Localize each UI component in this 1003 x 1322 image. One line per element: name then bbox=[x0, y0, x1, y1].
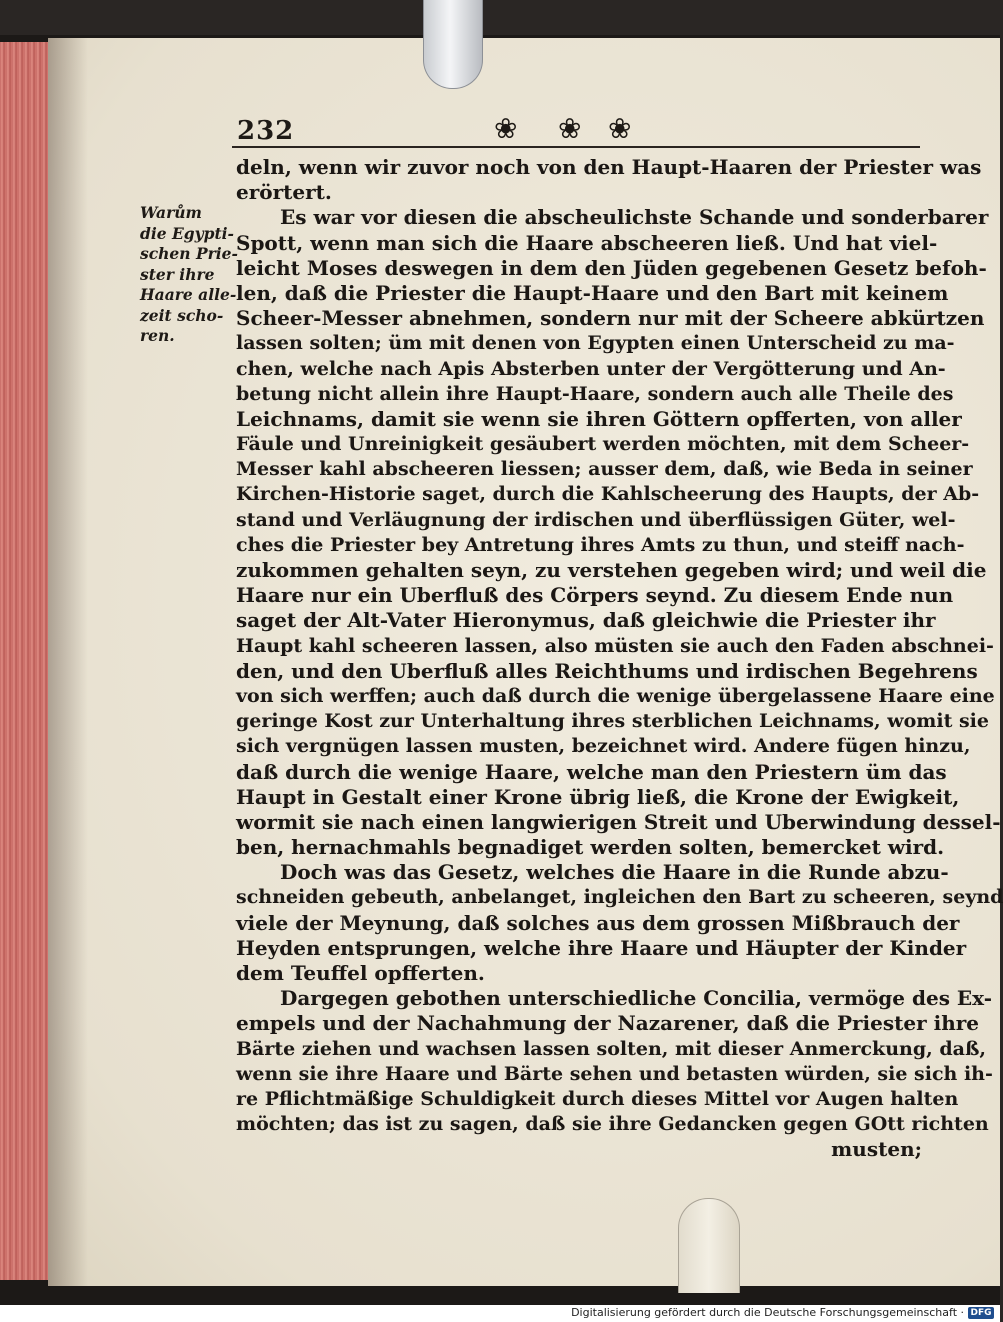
text-line: empels und der Nachahmung der Nazarener, daß die Priester ihre bbox=[236, 1011, 979, 1036]
page-block-edge bbox=[0, 42, 53, 1280]
marginal-line: die Egypti- bbox=[140, 223, 234, 243]
footer-bar bbox=[0, 1305, 1000, 1322]
marginal-note bbox=[140, 203, 238, 347]
text-line: lassen solten; üm mit denen von Egypten einen Unterscheid zu ma- bbox=[236, 332, 955, 355]
marginal-line: Haare alle- bbox=[140, 285, 237, 304]
text-line: erörtert. bbox=[236, 180, 332, 205]
ornament-1: ❀ bbox=[494, 112, 518, 145]
dfg-logo-icon: DFG bbox=[968, 1307, 994, 1319]
text-line: schneiden gebeuth, anbelanget, ingleichen den Bart zu scheeren, seynd bbox=[236, 886, 1003, 909]
ornament-2: ❀ bbox=[558, 112, 582, 145]
text-line: Kirchen-Historie saget, durch die Kahlscheerung des Haupts, der Ab- bbox=[236, 483, 980, 506]
page-clip-top bbox=[423, 0, 483, 89]
marginal-line: Warům bbox=[140, 203, 202, 222]
gutter-shadow bbox=[48, 38, 88, 1286]
funding-credit: Digitalisierung gefördert durch die Deutsche Forschungsgemeinschaft · bbox=[571, 1306, 964, 1319]
marginal-line: ren. bbox=[140, 326, 175, 345]
text-line: dem Teuffel opfferten. bbox=[236, 961, 485, 985]
running-header bbox=[232, 112, 922, 150]
header-rule bbox=[232, 146, 920, 148]
text-line: wenn sie ihre Haare und Bärte sehen und betasten würden, sie sich ih- bbox=[236, 1062, 993, 1085]
text-line: Scheer-Messer abnehmen, sondern nur mit der Scheere abkürtzen bbox=[236, 306, 985, 331]
text-line: len, daß die Priester die Haupt-Haare und den Bart mit keinem bbox=[236, 280, 949, 305]
text-line: chen, welche nach Apis Absterben unter der Vergötterung und An- bbox=[236, 357, 946, 380]
text-line: viele der Meynung, daß solches aus dem grossen Mißbrauch der bbox=[236, 910, 960, 935]
text-line: stand und Verläugnung der irdischen und überflüssigen Güter, wel- bbox=[236, 508, 956, 531]
text-line: Fäule und Unreinigkeit gesäubert werden möchten, mit dem Scheer- bbox=[236, 433, 970, 456]
text-line: musten; bbox=[831, 1137, 922, 1162]
text-line: betung nicht allein ihre Haupt-Haare, sondern auch alle Theile des bbox=[236, 382, 954, 405]
text-line: Messer kahl abscheeren liessen; ausser dem, daß, wie Beda in seiner bbox=[236, 458, 973, 481]
marginal-line: zeit scho- bbox=[140, 305, 224, 325]
text-line: von sich werffen; auch daß durch die wenige übergelassene Haare eine bbox=[236, 684, 995, 707]
text-line: sich vergnügen lassen musten, bezeichnet wird. Andere fügen hinzu, bbox=[236, 735, 971, 758]
text-line: den, und den Uberfluß alles Reichthums und irdischen Begehrens bbox=[236, 658, 978, 683]
text-line: saget der Alt-Vater Hieronymus, daß gleichwie die Priester ihr bbox=[236, 608, 936, 633]
text-line: ben, hernachmahls begnadiget werden solten, bemercket wird. bbox=[236, 835, 945, 860]
text-line: leicht Moses deswegen in dem den Jüden gegebenen Gesetz befoh- bbox=[236, 255, 987, 280]
text-line: re Pflichtmäßige Schuldigkeit durch dieses Mittel vor Augen halten bbox=[236, 1087, 959, 1110]
page-number: 232 bbox=[237, 116, 295, 146]
text-line: Bärte ziehen und wachsen lassen solten, mit dieser Anmerckung, daß, bbox=[236, 1037, 987, 1060]
marginal-line: ster ihre bbox=[140, 264, 215, 284]
text-line: Haupt kahl scheeren lassen, also müsten sie auch den Faden abschnei- bbox=[236, 634, 994, 657]
text-line: Heyden entsprungen, welche ihre Haare und Häupter der Kinder bbox=[236, 935, 967, 960]
text-line: zukommen gehalten seyn, zu verstehen gegeben wird; und weil die bbox=[236, 558, 987, 582]
marginal-line: schen Prie- bbox=[140, 244, 238, 263]
page-clip-bottom bbox=[678, 1198, 740, 1293]
text-line: wormit sie nach einen langwierigen Streit und Uberwindung dessel- bbox=[236, 809, 1001, 834]
text-line: deln, wenn wir zuvor noch von den Haupt-Haaren der Priester was bbox=[236, 155, 982, 179]
body-text bbox=[236, 155, 1003, 1163]
text-line: Spott, wenn man sich die Haare abscheeren ließ. Und hat viel- bbox=[236, 230, 938, 255]
text-line: Es war vor diesen die abscheulichste Schande und sonderbarer bbox=[280, 205, 989, 230]
text-line: geringe Kost zur Unterhaltung ihres sterblichen Leichnams, womit sie bbox=[236, 710, 989, 733]
text-line: ches die Priester bey Antretung ihres Amts zu thun, und steiff nach- bbox=[236, 533, 965, 556]
text-line: Dargegen gebothen unterschiedliche Concilia, vermöge des Ex- bbox=[280, 986, 993, 1011]
text-line: Haare nur ein Uberfluß des Cörpers seynd. Zu diesem Ende nun bbox=[236, 583, 954, 608]
text-line: Haupt in Gestalt einer Krone übrig ließ, die Krone der Ewigkeit, bbox=[236, 784, 960, 809]
text-line: Leichnams, damit sie wenn sie ihren Göttern opfferten, von aller bbox=[236, 406, 962, 431]
ornament-3: ❀ bbox=[608, 112, 632, 145]
text-line: daß durch die wenige Haare, welche man den Priestern üm das bbox=[236, 759, 947, 784]
text-line: möchten; das ist zu sagen, daß sie ihre Gedancken gegen GOtt richten bbox=[236, 1113, 989, 1136]
text-line: Doch was das Gesetz, welches die Haare in die Runde abzu- bbox=[280, 860, 949, 885]
